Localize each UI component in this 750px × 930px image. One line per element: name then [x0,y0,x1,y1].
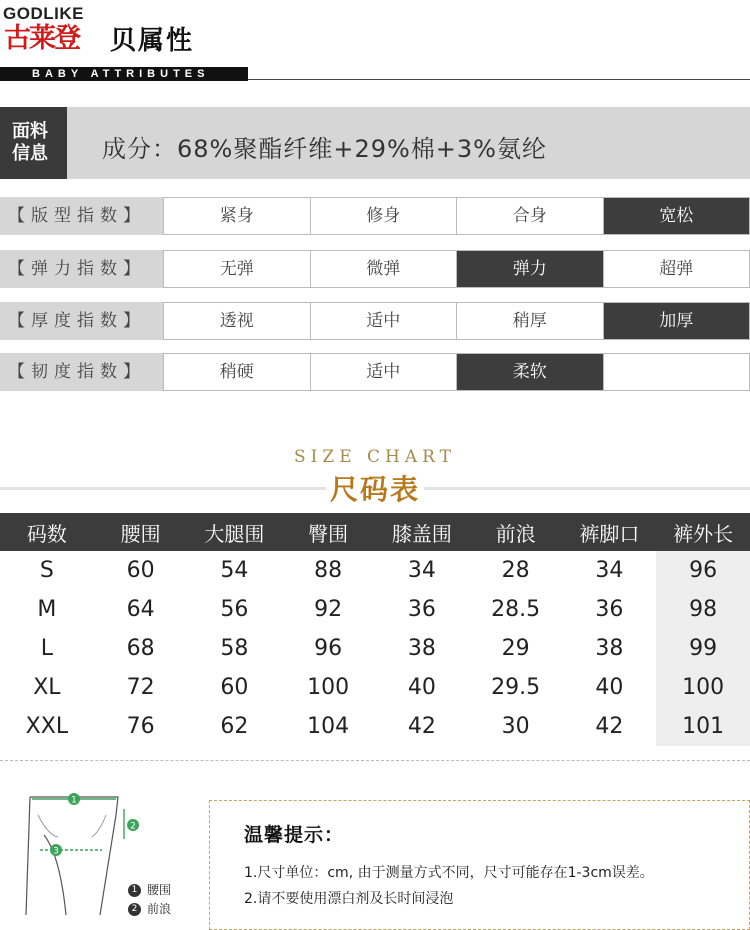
legend-num: 1 [128,884,141,897]
attribute-option: 紧身 [164,198,311,234]
size-table [0,513,750,746]
section-subtitle-bar: BABY ATTRIBUTES [0,67,248,81]
attribute-options [163,353,750,391]
size-table-header-cell: 前浪 [469,513,563,551]
attribute-row-softness [0,353,750,391]
size-table-body [0,551,750,746]
fabric-tag-line2: 信息 [12,143,48,164]
legend-item-rise [128,900,171,917]
table-cell: 38 [407,636,436,661]
tips-line-2: 2.请不要使用漂白剂及长时间浸泡 [244,891,454,907]
brand-logo-cn: 古莱登 [4,23,79,54]
attribute-option: 修身 [311,198,458,234]
table-cell: 99 [656,629,750,668]
attribute-option: 超弹 [659,259,694,279]
attribute-row-fit [0,197,750,235]
tips-line-1: 1.尺寸单位：cm, 由于测量方式不同，尺寸可能存在1-3cm误差。 [244,865,654,881]
table-cell: 88 [314,558,343,583]
table-cell: M [37,597,57,622]
table-cell: 29 [501,636,530,661]
table-cell: 58 [220,636,249,661]
table-cell: 34 [595,558,624,583]
fabric-tag-line1: 面料 [12,121,48,142]
diagram-marker-3: 3 [53,846,59,857]
size-table-header-cell: 腰围 [94,513,188,551]
table-cell: 38 [595,636,624,661]
table-cell: 36 [595,597,624,622]
attribute-options [163,302,750,340]
composition-value: 68%聚酯纤维+29%棉+3%氨纶 [177,135,547,163]
table-cell: 96 [656,551,750,590]
table-row [0,668,750,707]
table-cell: 101 [656,707,750,746]
legend-item-waist [128,881,171,898]
table-cell: 34 [407,558,436,583]
table-cell: L [40,636,53,661]
dashed-divider [0,760,750,761]
table-cell: 92 [314,597,343,622]
table-cell: 56 [220,597,249,622]
header [0,0,750,92]
table-cell: 42 [407,714,436,739]
legend-label: 前浪 [147,902,172,916]
attribute-option: 合身 [457,198,604,234]
size-chart-title-en: SIZE CHART [294,447,456,467]
size-table-header-cell: 膝盖围 [375,513,469,551]
table-cell: 64 [126,597,155,622]
table-row [0,590,750,629]
fabric-composition [102,129,547,164]
attribute-option: 稍硬 [164,354,311,390]
attribute-option: 适中 [311,354,458,390]
attribute-label: 【厚度指数】 [0,302,163,340]
size-table-header-cell: 大腿围 [188,513,282,551]
tips-box [209,800,750,930]
table-cell: 29.5 [491,675,541,700]
size-table-header-cell: 臀围 [281,513,375,551]
attribute-option: 稍厚 [457,303,604,339]
table-cell: 54 [220,558,249,583]
table-cell: 62 [220,714,249,739]
attribute-option [604,354,750,390]
table-cell: XXL [25,714,69,739]
size-table-header-cell: 码数 [0,513,94,551]
attribute-label: 【韧度指数】 [0,353,163,391]
attribute-option: 微弹 [311,251,458,287]
attribute-row-thickness [0,302,750,340]
table-cell: 36 [407,597,436,622]
legend-label: 腰围 [147,883,172,897]
fabric-info [0,107,750,179]
table-cell: 60 [126,558,155,583]
attribute-option-selected: 加厚 [604,303,750,339]
attribute-option: 无弹 [164,251,311,287]
size-table-header [0,513,750,551]
table-cell: 72 [126,675,155,700]
diagram-marker-1: 1 [71,795,77,806]
table-cell: 40 [595,675,624,700]
table-cell: 68 [126,636,155,661]
legend-num: 2 [128,903,141,916]
attribute-row-stretch [0,250,750,288]
fabric-tag [0,107,67,179]
diagram-marker-2: 2 [130,821,136,832]
attribute-options [163,197,750,235]
table-cell: 104 [307,714,350,739]
attribute-option-selected: 宽松 [604,198,750,234]
size-chart-title-cn-wrap [0,468,750,508]
attribute-option-selected: 弹力 [457,251,604,287]
table-cell: 42 [595,714,624,739]
size-table-header-cell: 裤外长 [656,513,750,551]
table-cell: 60 [220,675,249,700]
table-cell: 40 [407,675,436,700]
table-cell: 100 [307,675,350,700]
size-table-header-cell: 裤脚口 [563,513,657,551]
attribute-option: 透视 [164,303,311,339]
section-title: 贝属性 [110,26,195,56]
size-chart-title-cn: 尺码表 [326,468,424,508]
tips-title: 温馨提示： [244,824,345,846]
attribute-option: 适中 [311,303,458,339]
table-cell: 100 [656,668,750,707]
measurement-diagram [0,775,200,915]
table-cell: 28 [501,558,530,583]
attribute-label: 【版型指数】 [0,197,163,235]
attribute-option-selected: 柔软 [457,354,604,390]
table-cell: 30 [501,714,530,739]
table-cell: 98 [656,590,750,629]
table-cell: 96 [314,636,343,661]
brand-logo-en: GODLIKE [3,4,84,23]
table-row [0,707,750,746]
attribute-label: 【弹力指数】 [0,250,163,288]
table-cell: S [39,558,54,583]
composition-label: 成分： [102,135,177,163]
table-cell: 76 [126,714,155,739]
attribute-options [163,250,750,288]
table-row [0,629,750,668]
table-cell: 28.5 [491,597,541,622]
table-row [0,551,750,590]
table-cell: XL [33,675,61,700]
